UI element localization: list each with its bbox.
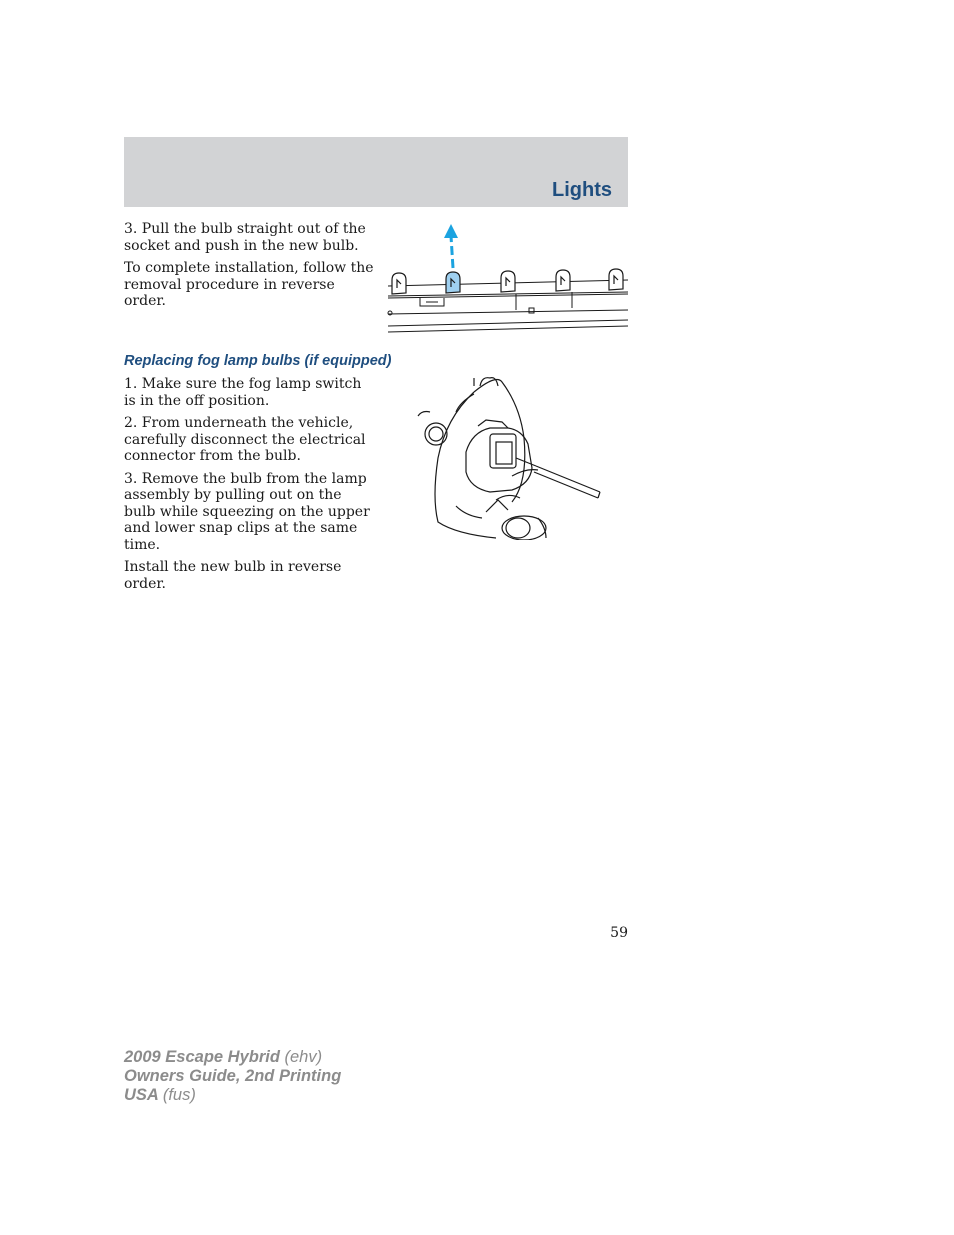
bulb-replacement-steps	[124, 221, 374, 316]
bulb-icon	[501, 271, 515, 292]
step-text: 1. Make sure the fog lamp switch is in the off position.	[124, 376, 362, 409]
fog-lamp-connector-illustration	[416, 372, 606, 540]
step-text: To complete installation, follow the removal procedure in reverse order.	[124, 260, 374, 309]
arrow-head-icon	[444, 224, 458, 238]
bulb-socket-illustration	[386, 222, 630, 340]
footer-line-market: USA (fus)	[124, 1086, 196, 1104]
footer-line-model: 2009 Escape Hybrid (ehv)	[124, 1048, 323, 1066]
step-text: 3. Pull the bulb straight out of the socket and push in the new bulb.	[124, 221, 366, 254]
section-header-bar	[124, 137, 628, 207]
step-text: Install the new bulb in reverse order.	[124, 559, 342, 592]
step-text: 2. From underneath the vehicle, carefully disconnect the electrical connector from the bulb.	[124, 415, 366, 464]
bulb-icon	[556, 270, 570, 291]
fog-lamp-heading: Replacing fog lamp bulbs (if equipped)	[124, 353, 392, 369]
fog-lamp-steps	[124, 376, 374, 598]
bulb-icon	[609, 269, 623, 290]
section-title: Lights	[552, 179, 612, 201]
step-text: 3. Remove the bulb from the lamp assembly by pulling out on the bulb while squeezing on the upper and lower snap clips at the same time.	[124, 470, 370, 553]
pull-direction-arrow	[451, 236, 453, 268]
document-footer	[124, 1048, 341, 1105]
bulb-icon	[392, 273, 406, 294]
footer-line-edition: Owners Guide, 2nd Printing	[124, 1067, 342, 1085]
page-number: 59	[610, 925, 628, 941]
highlighted-bulb-icon	[446, 272, 460, 293]
